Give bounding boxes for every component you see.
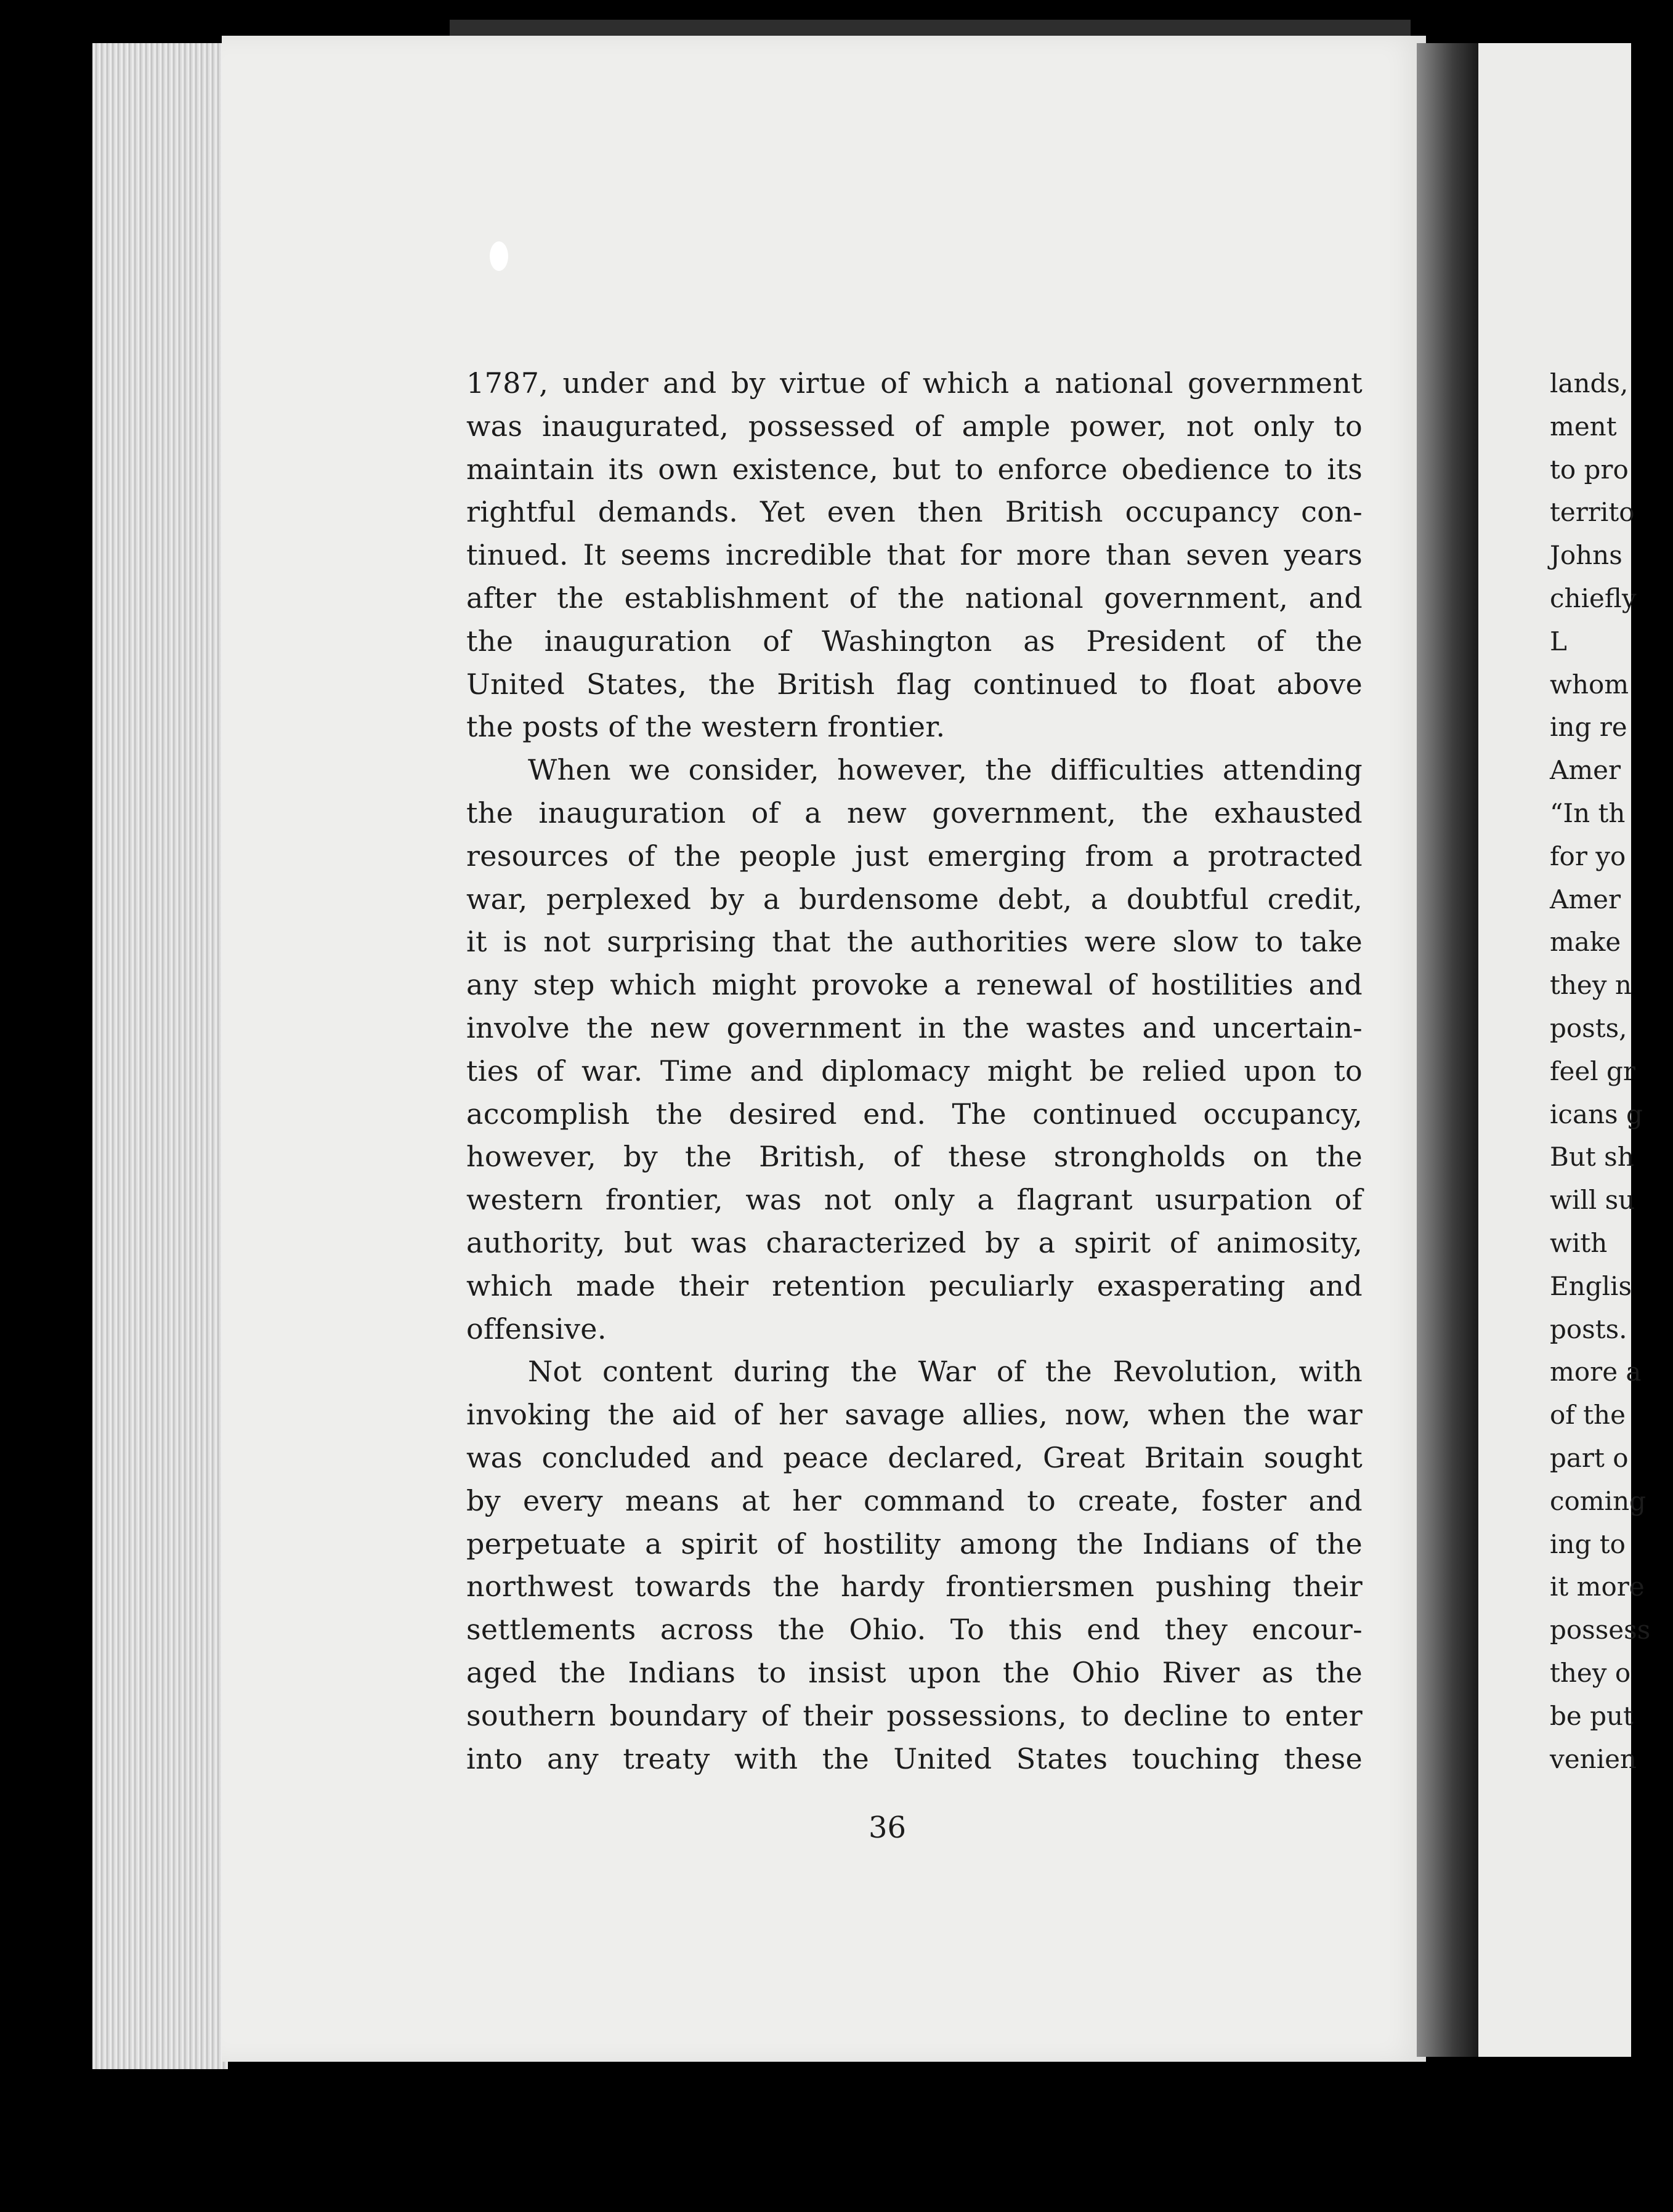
right-text-line: to pro — [1550, 454, 1629, 485]
dust-speck — [490, 241, 508, 271]
right-text-line: venien — [1550, 1743, 1637, 1774]
right-text-line: ing to — [1550, 1528, 1626, 1559]
text-line: accomplish the desired end. The continued occupancy, — [466, 1097, 1363, 1131]
page-edges-stack — [92, 43, 228, 2069]
text-line: was concluded and peace declared, Great Britain sought — [466, 1440, 1363, 1474]
right-text-line: “In th — [1550, 797, 1626, 828]
text-line: any step which might provoke a renewal of hostilities and — [466, 968, 1363, 1002]
right-text-line: coming — [1550, 1485, 1647, 1516]
text-line: by every means at her command to create, foster and — [466, 1483, 1363, 1517]
right-text-line: with — [1550, 1227, 1608, 1258]
right-text-line: of the — [1550, 1400, 1626, 1431]
text-line: When we consider, however, the difficulties attending — [528, 753, 1363, 787]
right-text-line: posts. — [1550, 1314, 1627, 1344]
right-text-line: possess — [1550, 1615, 1651, 1645]
right-text-line: make — [1550, 927, 1621, 958]
text-line: maintain its own existence, but to enforce obedience to its — [466, 452, 1363, 486]
text-line: perpetuate a spirit of hostility among the Indians of the — [466, 1527, 1363, 1560]
right-text-line: territo — [1550, 497, 1635, 528]
text-line: it is not surprising that the authorities were slow to take — [466, 925, 1363, 959]
right-text-line: be put — [1550, 1700, 1634, 1731]
text-line: western frontier, was not only a flagrant usurpation of — [466, 1183, 1363, 1217]
right-text-line: chiefly — [1550, 583, 1637, 613]
text-line: offensive. — [466, 1312, 607, 1346]
text-line: tinued. It seems incredible that for more than seven years — [466, 538, 1363, 572]
right-text-line: Englis — [1550, 1270, 1632, 1301]
text-line: war, perplexed by a burdensome debt, a doubtful credit, — [466, 882, 1363, 916]
right-text-line: will su — [1550, 1185, 1635, 1216]
right-text-line: more a — [1550, 1357, 1642, 1387]
text-line: 1787, under and by virtue of which a national government — [466, 366, 1363, 400]
right-text-line: feel gr — [1550, 1056, 1636, 1086]
text-line: southern boundary of their possessions, to decline to enter — [466, 1698, 1363, 1732]
page-number: 36 — [869, 1810, 907, 1845]
right-text-line: Amer — [1550, 884, 1621, 914]
right-text-line: they n — [1550, 970, 1632, 1001]
text-line: northwest towards the hardy frontiersmen pushing their — [466, 1570, 1363, 1604]
text-line: however, by the British, of these strongholds on the — [466, 1140, 1363, 1174]
right-text-line: they o — [1550, 1657, 1631, 1688]
right-text-line: ment — [1550, 411, 1617, 442]
text-line: the inauguration of Washington as President of the — [466, 624, 1363, 658]
text-line: authority, but was characterized by a spirit of animosity, — [466, 1225, 1363, 1259]
right-text-line: lands, — [1550, 368, 1629, 398]
right-text-line: part o — [1550, 1442, 1629, 1473]
right-text-line: Amer — [1550, 755, 1621, 786]
right-text-line: posts, — [1550, 1012, 1627, 1043]
right-text-line: icans g — [1550, 1099, 1643, 1129]
text-line: after the establishment of the national government, and — [466, 581, 1363, 615]
text-line: settlements across the Ohio. To this end they encour- — [466, 1613, 1363, 1647]
text-line: into any treaty with the United States touching these — [466, 1742, 1363, 1775]
text-line: the inauguration of a new government, the exhausted — [466, 796, 1363, 830]
right-text-line: Johns — [1550, 540, 1622, 571]
right-text-line: ing re — [1550, 712, 1627, 743]
right-text-line: L — [1550, 626, 1567, 656]
text-line: ties of war. Time and diplomacy might be relied upon to — [466, 1054, 1363, 1088]
text-line: invoking the aid of her savage allies, now, when the war — [466, 1398, 1363, 1432]
text-line: rightful demands. Yet even then British occupancy con- — [466, 495, 1363, 529]
text-line: Not content during the War of the Revolution, with — [528, 1355, 1363, 1389]
right-text-line: whom — [1550, 669, 1629, 700]
left-page-body-text — [466, 362, 1363, 1780]
text-line: aged the Indians to insist upon the Ohio River as the — [466, 1655, 1363, 1689]
text-line: resources of the people just emerging from a protracted — [466, 839, 1363, 873]
right-text-line: it more — [1550, 1572, 1645, 1602]
book-gutter — [1417, 43, 1478, 2057]
text-line: United States, the British flag continued to float above — [466, 667, 1363, 701]
text-line: which made their retention peculiarly exasperating and — [466, 1269, 1363, 1302]
right-text-line: But sh — [1550, 1142, 1634, 1173]
text-line: the posts of the western frontier. — [466, 710, 946, 744]
right-page-body-text — [1550, 362, 1673, 1780]
text-line: involve the new government in the wastes and uncertain- — [466, 1011, 1363, 1044]
right-text-line: for yo — [1550, 841, 1626, 871]
text-line: was inaugurated, possessed of ample power, not only to — [466, 409, 1363, 443]
